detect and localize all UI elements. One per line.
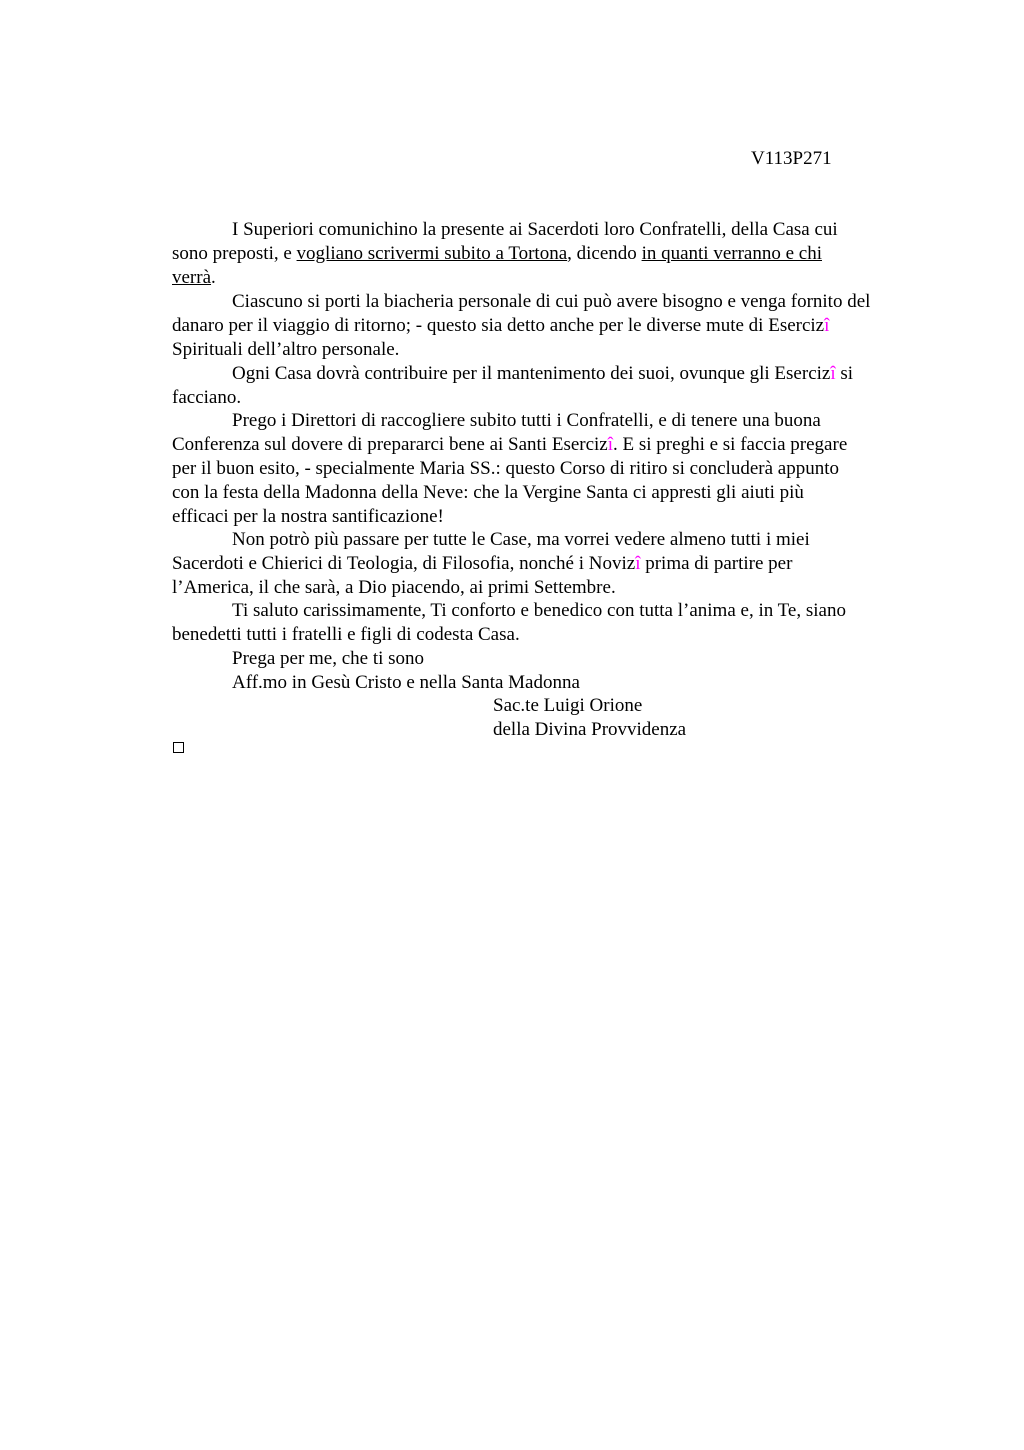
underlined-text: vogliano scrivermi subito a Tortona <box>296 243 568 264</box>
letter-line: con la festa della Madonna della Neve: che la Vergine Santa ci appresti gli aiuti più <box>172 482 804 503</box>
editorial-mark: î <box>607 434 614 455</box>
text-run: danaro per il viaggio di ritorno; - questo sia detto anche per le diverse mute di Esercizî <box>172 315 830 336</box>
letter-line <box>232 362 853 386</box>
letter-line: facciano. <box>172 387 242 408</box>
letter-line: Spirituali dell’altro personale. <box>172 339 400 360</box>
text-run: . E si preghi e si faccia pregare <box>613 434 848 455</box>
text-run: sono preposti, e <box>172 243 297 264</box>
text-run: , dicendo <box>567 243 642 264</box>
page-reference: V113P271 <box>751 148 832 169</box>
letter-line: per il buon esito, - specialmente Maria SS.: questo Corso di ritiro si concluderà appunto <box>172 458 839 479</box>
text-run: prima di partire per <box>640 553 793 574</box>
underlined-text: verrà <box>172 267 212 288</box>
letter-line: Prego i Direttori di raccogliere subito tutti i Confratelli, e di tenere una buona <box>232 410 821 431</box>
text-run: Conferenza sul dovere di prepararci bene ai Santi Esercizî <box>172 434 614 455</box>
letter-line: benedetti tutti i fratelli e figli di codesta Casa. <box>172 624 520 645</box>
letter-line <box>172 242 822 266</box>
letter-line: Ti saluto carissimamente, Ti conforto e benedico con tutta l’anima e, in Te, siano <box>232 600 846 621</box>
letter-line: Ciascuno si porti la biacheria personale di cui può avere bisogno e venga fornito del <box>232 291 871 312</box>
letter-line <box>172 314 829 338</box>
letter-line: I Superiori comunichino la presente ai Sacerdoti loro Confratelli, della Casa cui <box>232 219 838 240</box>
editorial-mark: î <box>830 363 836 384</box>
text-run: si <box>835 363 854 384</box>
signature-name: Sac.te Luigi Orione <box>493 695 643 716</box>
signature-title: della Divina Provvidenza <box>493 719 687 740</box>
underlined-text: in quanti verranno e chi <box>641 243 822 264</box>
text-run: Ogni Casa dovrà contribuire per il mantenimento dei suoi, ovunque gli Esercizî <box>232 363 836 384</box>
letter-line: efficaci per la nostra santificazione! <box>172 506 444 527</box>
letter-line: Non potrò più passare per tutte le Case, ma vorrei vedere almeno tutti i miei <box>232 529 810 550</box>
letter-line <box>172 266 216 290</box>
letter-line <box>172 552 792 576</box>
letter-line <box>172 433 847 457</box>
closing-line: Aff.mo in Gesù Cristo e nella Santa Madonna <box>232 672 580 693</box>
text-run: . <box>211 267 216 288</box>
editorial-mark: î <box>824 315 830 336</box>
end-mark-box <box>173 742 184 753</box>
editorial-mark: î <box>635 553 641 574</box>
closing-line: Prega per me, che ti sono <box>232 648 425 669</box>
letter-line: l’America, il che sarà, a Dio piacendo, ai primi Settembre. <box>172 577 616 598</box>
text-run: Sacerdoti e Chierici di Teologia, di Filosofia, nonché i Novizî <box>172 553 641 574</box>
